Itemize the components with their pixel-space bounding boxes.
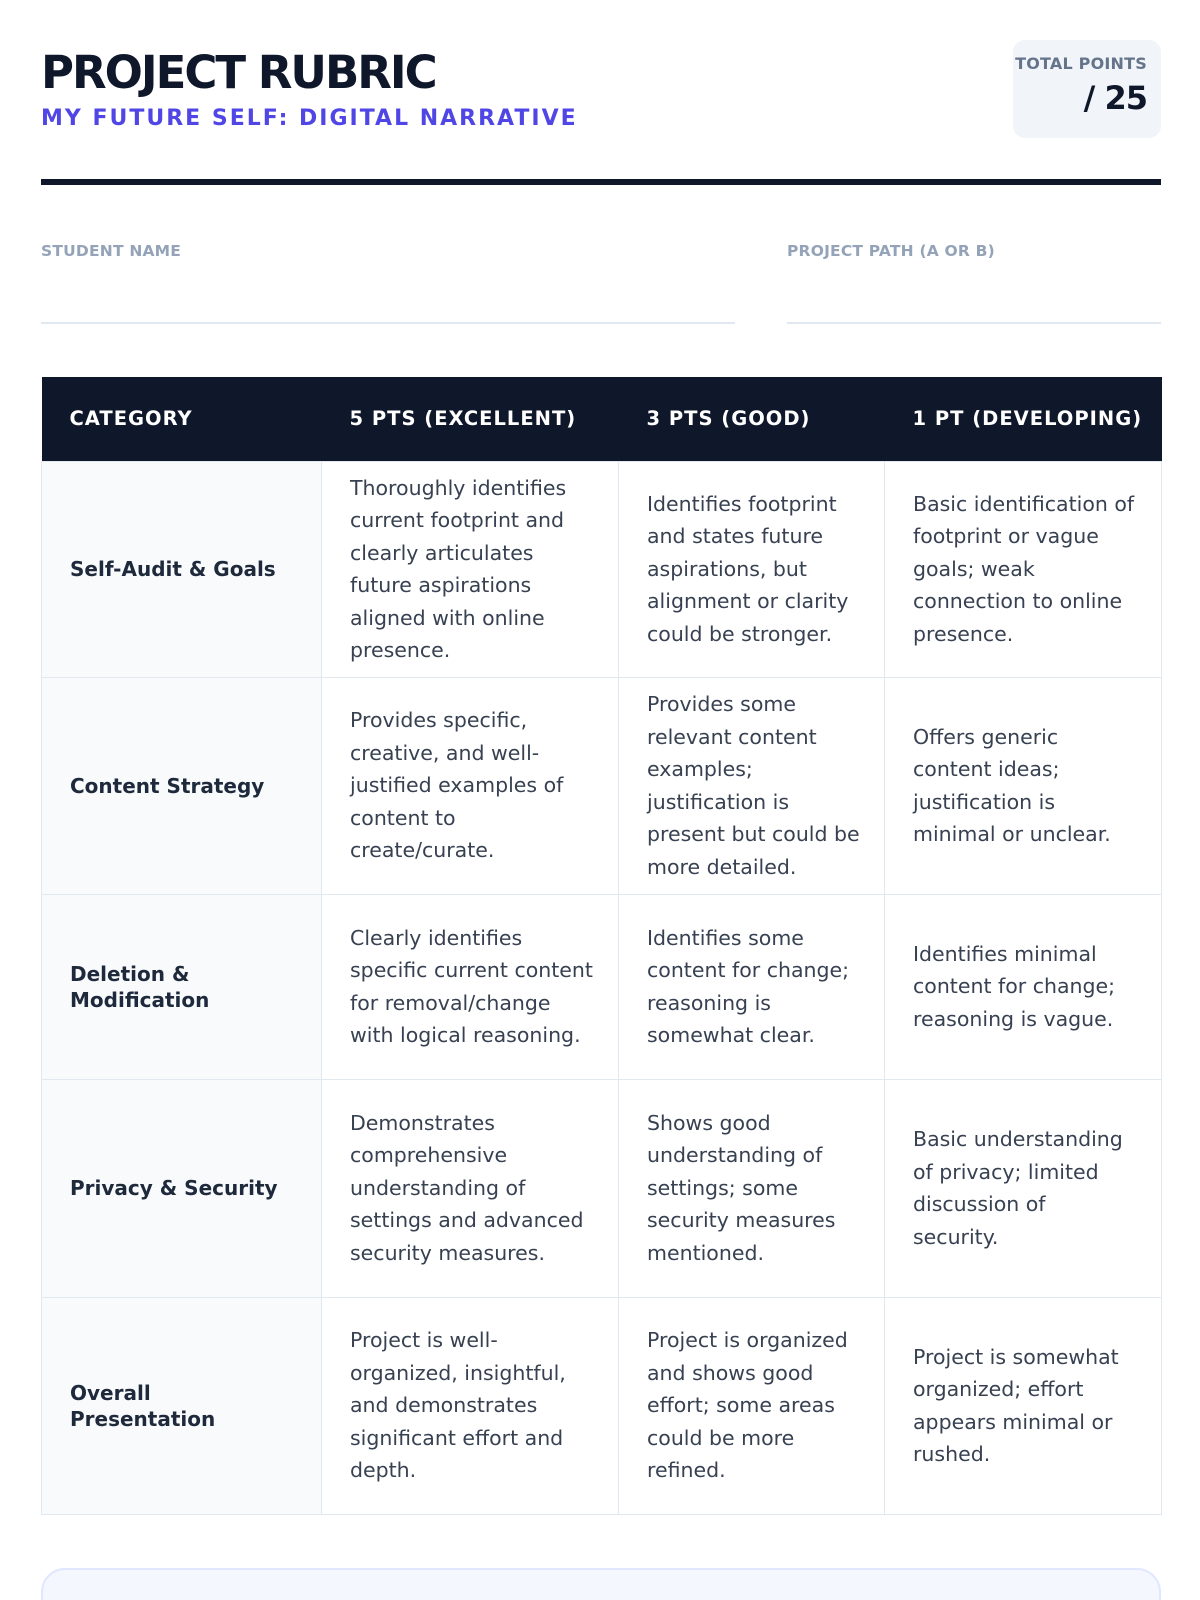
column-header-category: CATEGORY xyxy=(42,377,322,461)
developing-cell: Project is somewhat organized; effort appears minimal or rushed. xyxy=(885,1297,1162,1514)
table-row xyxy=(42,1079,1162,1297)
page-title: PROJECT RUBRIC xyxy=(41,46,436,99)
good-cell: Shows good understanding of settings; some security measures mentioned. xyxy=(619,1079,885,1297)
notes-panel xyxy=(41,1568,1161,1600)
total-points-box xyxy=(1013,40,1161,138)
good-cell: Provides some relevant content examples; justification is present but could be more detailed. xyxy=(619,677,885,894)
page-subtitle: MY FUTURE SELF: DIGITAL NARRATIVE xyxy=(41,106,578,131)
rubric-table xyxy=(41,377,1162,1515)
excellent-cell: Clearly identifies specific current content for removal/change with logical reasoning. xyxy=(322,894,619,1079)
good-cell: Project is organized and shows good effort; some areas could be more refined. xyxy=(619,1297,885,1514)
table-row xyxy=(42,1297,1162,1514)
category-cell: Privacy & Security xyxy=(42,1079,322,1297)
table-row xyxy=(42,677,1162,894)
table-header-row xyxy=(42,377,1162,461)
excellent-cell: Project is well-organized, insightful, and demonstrates significant effort and depth. xyxy=(322,1297,619,1514)
developing-cell: Basic understanding of privacy; limited discussion of security. xyxy=(885,1079,1162,1297)
developing-cell: Basic identification of footprint or vague goals; weak connection to online presence. xyxy=(885,461,1162,677)
excellent-cell: Demonstrates comprehensive understanding of settings and advanced security measures. xyxy=(322,1079,619,1297)
total-points-label: TOTAL POINTS xyxy=(1015,54,1147,73)
table-row xyxy=(42,894,1162,1079)
total-points-value: / 25 xyxy=(1083,79,1147,117)
header-divider xyxy=(41,179,1161,185)
student-name-label: STUDENT NAME xyxy=(41,242,182,260)
table-row xyxy=(42,461,1162,677)
excellent-cell: Provides specific, creative, and well-justified examples of content to create/curate. xyxy=(322,677,619,894)
student-name-line[interactable] xyxy=(41,322,735,324)
column-header-good: 3 PTS (GOOD) xyxy=(619,377,885,461)
category-cell: Content Strategy xyxy=(42,677,322,894)
student-name-field[interactable] xyxy=(41,242,735,260)
project-path-label: PROJECT PATH (A OR B) xyxy=(787,242,995,260)
column-header-excellent: 5 PTS (EXCELLENT) xyxy=(322,377,619,461)
good-cell: Identifies footprint and states future aspirations, but alignment or clarity could be stronger. xyxy=(619,461,885,677)
good-cell: Identifies some content for change; reasoning is somewhat clear. xyxy=(619,894,885,1079)
category-cell: Deletion & Modification xyxy=(42,894,322,1079)
column-header-developing: 1 PT (DEVELOPING) xyxy=(885,377,1162,461)
category-cell: Self-Audit & Goals xyxy=(42,461,322,677)
category-cell: Overall Presentation xyxy=(42,1297,322,1514)
project-path-field[interactable] xyxy=(787,242,1161,260)
developing-cell: Identifies minimal content for change; reasoning is vague. xyxy=(885,894,1162,1079)
developing-cell: Offers generic content ideas; justification is minimal or unclear. xyxy=(885,677,1162,894)
rubric-header xyxy=(41,40,1161,180)
project-path-line[interactable] xyxy=(787,322,1161,324)
excellent-cell: Thoroughly identifies current footprint and clearly articulates future aspirations aligned with online presence. xyxy=(322,461,619,677)
